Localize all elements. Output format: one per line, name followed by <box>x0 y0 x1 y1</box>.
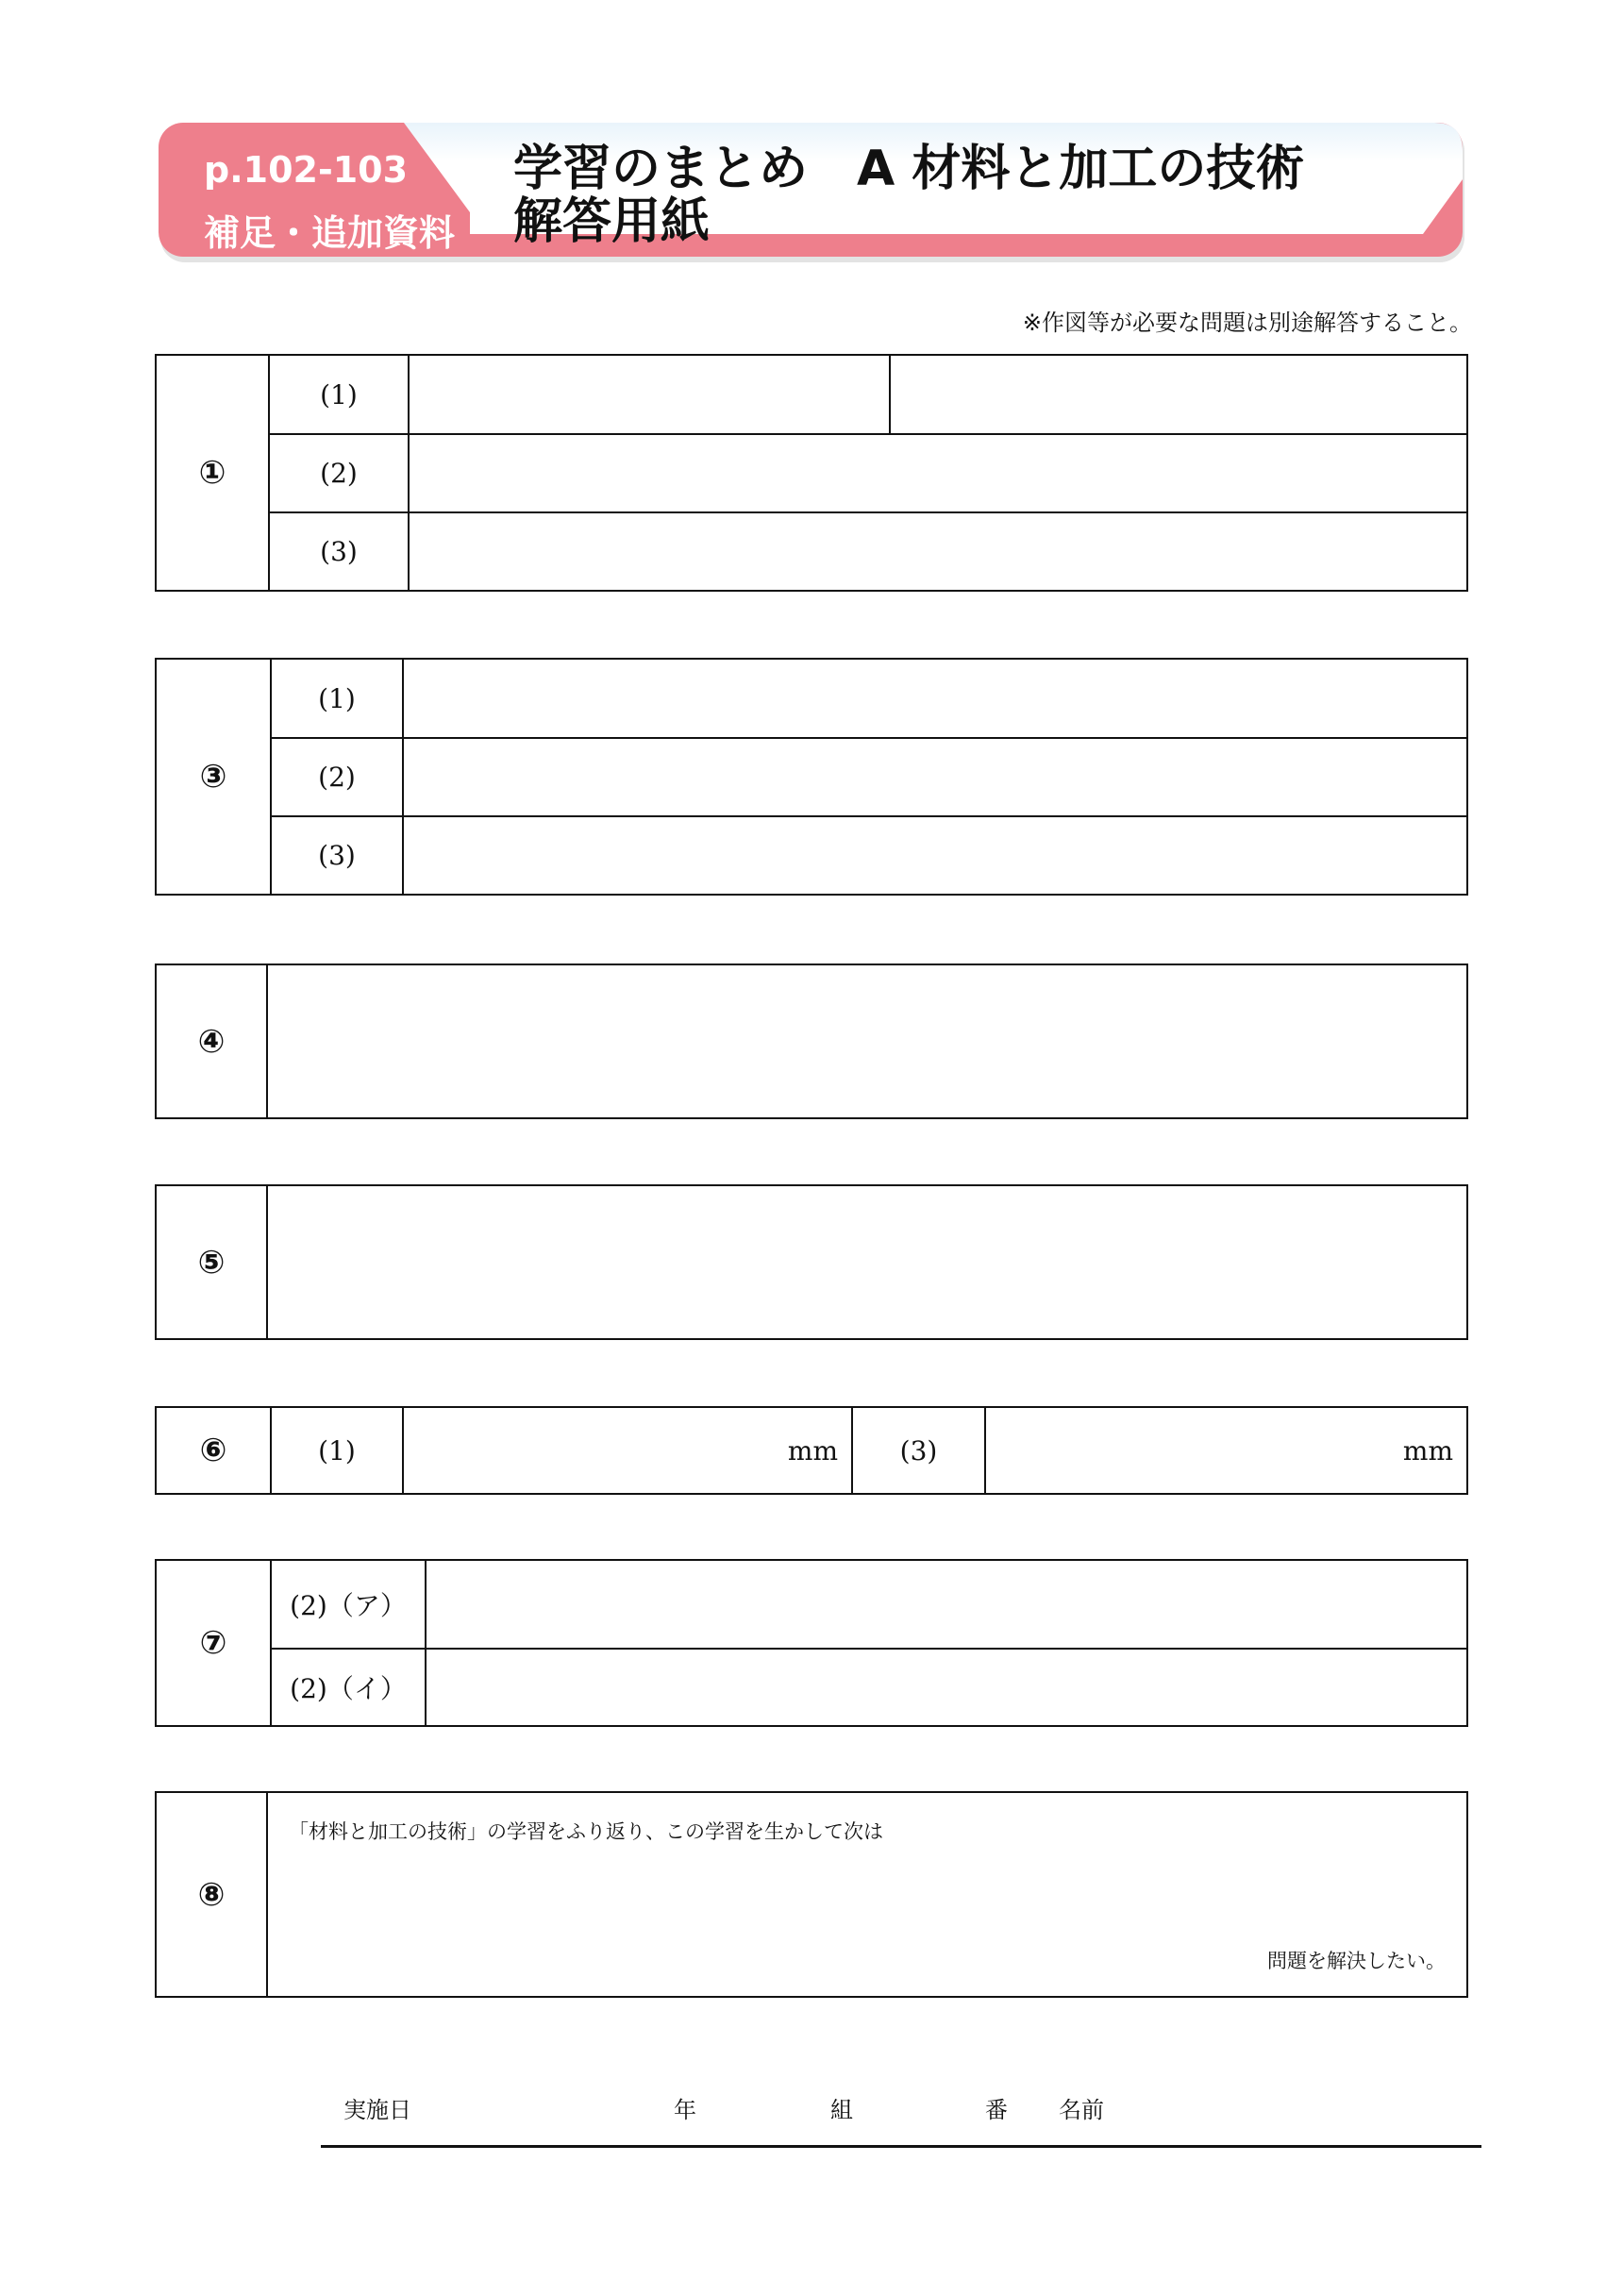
sub-label: (2) <box>271 738 403 816</box>
sub-label: (3) <box>852 1407 985 1494</box>
date-label: 実施日 <box>343 2097 411 2123</box>
sub-label: (2) <box>269 434 409 512</box>
sub-label: (2)（ア） <box>271 1560 426 1649</box>
section-7-table <box>155 1559 1468 1727</box>
section-6-label: ⑥ <box>156 1407 271 1494</box>
section-6-table <box>155 1406 1468 1495</box>
reflection-prompt-start: 「材料と加工の技術」の学習をふり返り、この学習を生かして次は <box>289 1820 883 1843</box>
answer-field-4[interactable] <box>267 964 1467 1118</box>
answer-field-1-2[interactable] <box>409 434 1467 512</box>
section-1-label: ① <box>156 355 269 591</box>
answer-field-3-1[interactable] <box>403 659 1467 738</box>
answer-field-7-i[interactable] <box>426 1649 1467 1726</box>
sub-label: (3) <box>271 816 403 895</box>
answer-field-7-a[interactable] <box>426 1560 1467 1649</box>
section-3-table <box>155 658 1468 896</box>
answer-field-5[interactable] <box>267 1185 1467 1339</box>
sub-label: (2)（イ） <box>271 1649 426 1726</box>
answer-field-3-3[interactable] <box>403 816 1467 895</box>
answer-field-6-3[interactable]: mm <box>985 1407 1467 1494</box>
section-1-table <box>155 354 1468 592</box>
section-8-label: ⑧ <box>156 1792 267 1997</box>
name-label: 名前 <box>1059 2097 1104 2123</box>
section-4-table <box>155 964 1468 1119</box>
answer-field-8[interactable] <box>267 1792 1467 1997</box>
sub-label: (1) <box>271 659 403 738</box>
answer-field-1-1a[interactable] <box>409 355 890 434</box>
page-title: 学習のまとめ A 材料と加工の技術 <box>513 141 1305 197</box>
answer-field-1-3[interactable] <box>409 512 1467 591</box>
answer-field-6-1[interactable]: mm <box>403 1407 852 1494</box>
header-banner <box>159 123 1466 264</box>
supplement-badge: 補足・追加資料 <box>204 212 456 254</box>
section-7-label: ⑦ <box>156 1560 271 1726</box>
sub-label: (3) <box>269 512 409 591</box>
section-8-table <box>155 1791 1468 1998</box>
section-4-label: ④ <box>156 964 267 1118</box>
section-5-label: ⑤ <box>156 1185 267 1339</box>
reflection-prompt-end: 問題を解決したい。 <box>1267 1950 1446 1972</box>
sub-label: (1) <box>271 1407 403 1494</box>
section-3-label: ③ <box>156 659 271 895</box>
sub-label: (1) <box>269 355 409 434</box>
answer-field-3-2[interactable] <box>403 738 1467 816</box>
page-subtitle: 解答用紙 <box>513 193 711 250</box>
page-range-badge: p.102-103 <box>204 149 409 191</box>
class-label: 組 <box>830 2097 853 2123</box>
number-label: 番 <box>985 2097 1008 2123</box>
year-label: 年 <box>674 2097 696 2123</box>
answer-field-1-1b[interactable] <box>890 355 1467 434</box>
instruction-note: ※作図等が必要な問題は別途解答すること。 <box>1022 310 1472 336</box>
footer-underline <box>321 2145 1481 2148</box>
section-5-table <box>155 1184 1468 1340</box>
